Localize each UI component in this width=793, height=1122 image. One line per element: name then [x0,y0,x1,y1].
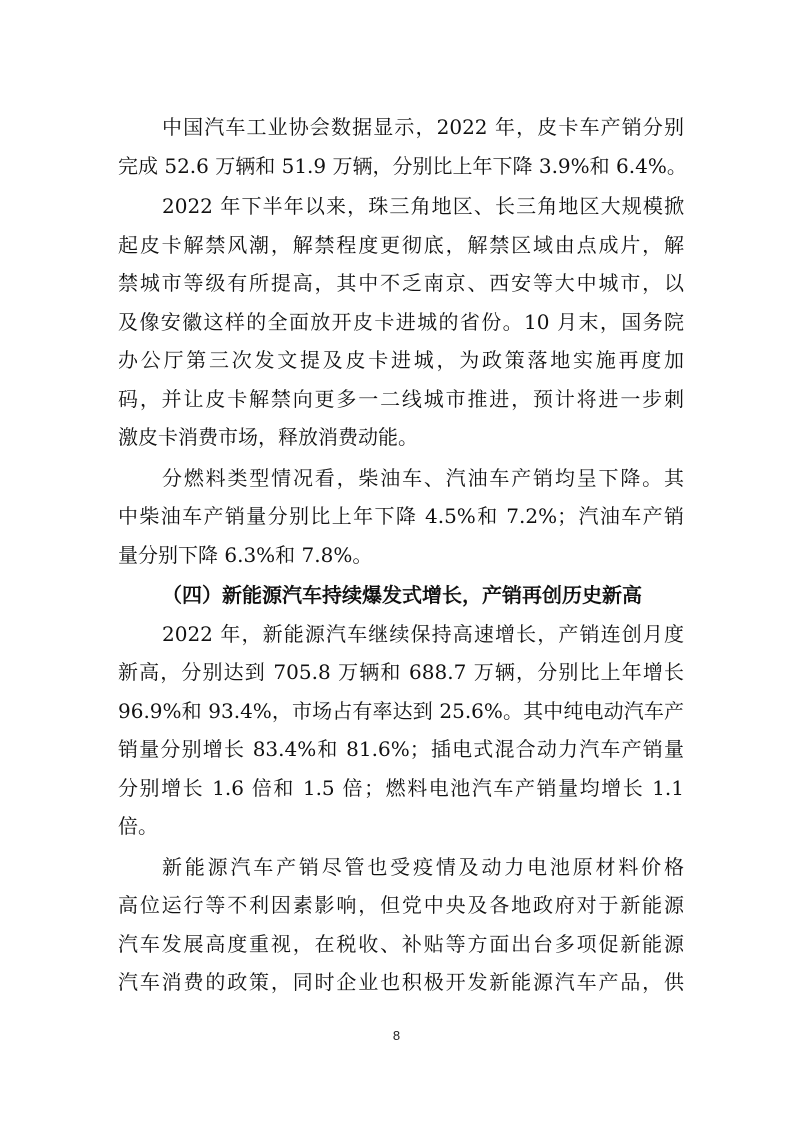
text-line: 中国汽车工业协会数据显示，2022 年，皮卡车产销分别 [162,115,684,139]
text-line: 销量分别增长 83.4%和 81.6%；插电式混合动力汽车产销量 [118,737,684,761]
text-line: 96.9%和 93.4%，市场占有率达到 25.6%。其中纯电动汽车产 [118,698,684,723]
text-line: 2022 年，新能源汽车继续保持高速增长，产销连创月度 [162,621,684,646]
text-line: 完成 52.6 万辆和 51.9 万辆，分别比上年下降 3.9%和 6.4%。 [118,153,687,178]
text-line: 2022 年下半年以来，珠三角地区、长三角地区大规模掀 [162,194,684,218]
paragraph-pickup-sales [118,108,687,185]
document-body [118,108,687,1002]
text-line: 激皮卡消费市场，释放消费动能。 [118,425,418,449]
page-number: 8 [392,1028,401,1043]
text-line: 汽车发展高度重视，在税收、补贴等方面出台多项促新能源 [118,931,684,956]
text-line: 码，并让皮卡解禁向更多一二线城市推进，预计将进一步刺 [118,386,684,411]
paragraph-nev-growth [118,615,684,846]
text-line: 倍。 [118,814,158,838]
paragraph-fuel-type [118,459,684,575]
text-line: 中柴油车产销量分别比上年下降 4.5%和 7.2%；汽油车产销 [118,504,684,528]
text-line: 禁城市等级有所提高，其中不乏南京、西安等大中城市，以 [118,271,684,295]
text-line: 办公厅第三次发文提及皮卡进城，为政策落地实施再度加 [118,348,684,372]
paragraph-pickup-ban-lift [118,187,684,457]
text-line: 及像安徽这样的全面放开皮卡进城的省份。10 月末，国务院 [118,309,684,334]
text-line: 分别增长 1.6 倍和 1.5 倍；燃料电池汽车产销量均增长 1.1 [118,775,684,800]
paragraph-nev-policy [118,848,684,1002]
text-line: 汽车消费的政策，同时企业也积极开发新能源汽车产品，供 [118,970,684,994]
text-line: 新能源汽车产销尽管也受疫情及动力电池原材料价格 [162,854,684,879]
text-line: 量分别下降 6.3%和 7.8%。 [118,542,373,567]
section-heading: （四）新能源汽车持续爆发式增长，产销再创历史新高 [162,583,642,607]
text-line: 新高，分别达到 705.8 万辆和 688.7 万辆，分别比上年增长 [118,660,684,684]
text-line: 分燃料类型情况看，柴油车、汽油车产销均呈下降。其 [162,465,684,490]
text-line: 高位运行等不利因素影响，但党中央及各地政府对于新能源 [118,893,684,917]
text-line: 起皮卡解禁风潮，解禁程度更彻底，解禁区域由点成片，解 [118,232,684,257]
